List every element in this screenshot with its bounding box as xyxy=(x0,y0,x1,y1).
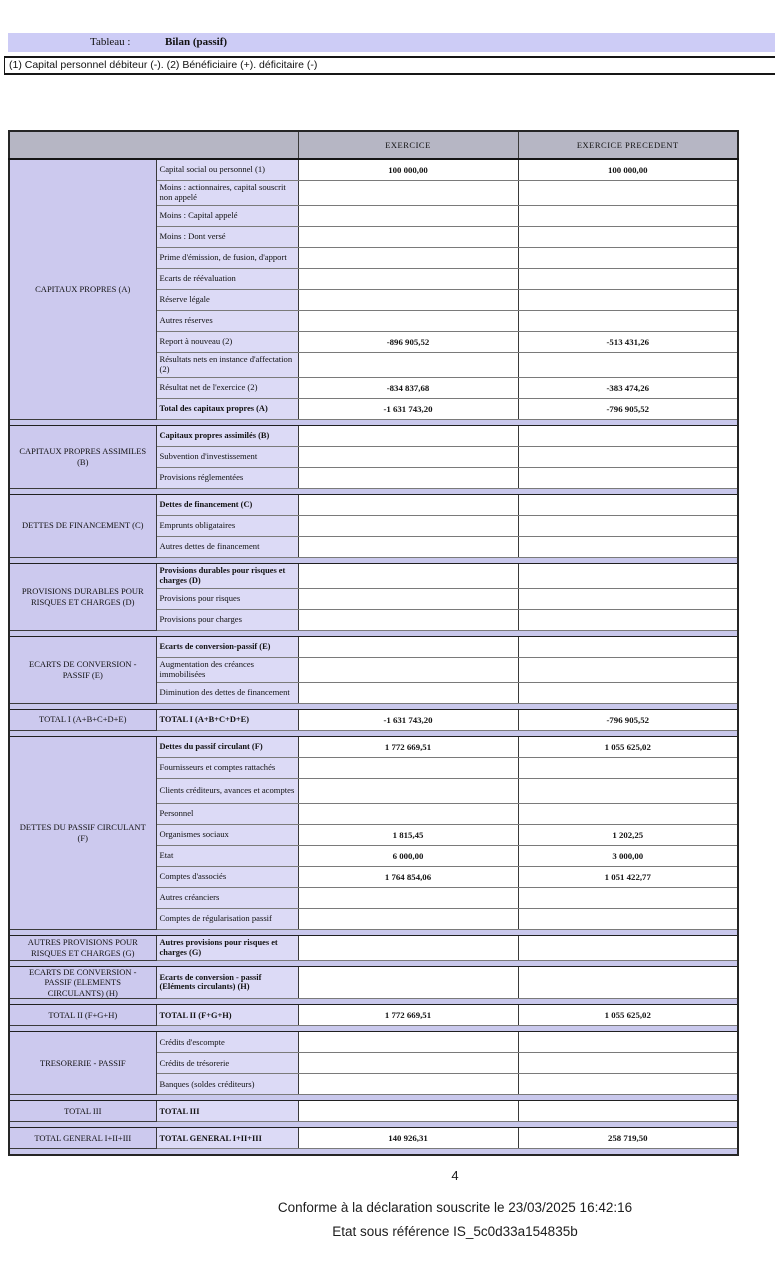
table-row xyxy=(9,935,738,960)
value-cell-exercice xyxy=(298,268,518,289)
value-cell-precedent xyxy=(518,352,738,377)
value-cell-precedent xyxy=(518,425,738,446)
value-cell-precedent xyxy=(518,757,738,778)
value-cell-exercice xyxy=(298,1032,518,1053)
table-row xyxy=(9,1032,738,1053)
row-label-cell: Autres réserves xyxy=(156,310,298,331)
value-cell-precedent xyxy=(518,268,738,289)
value-cell-precedent xyxy=(518,1101,738,1122)
value-cell-exercice xyxy=(298,467,518,488)
category-cell: ECARTS DE CONVERSION - PASSIF (E) xyxy=(9,636,156,703)
row-label-cell: Autres créanciers xyxy=(156,887,298,908)
value-cell-exercice xyxy=(298,887,518,908)
row-label-cell: Personnel xyxy=(156,803,298,824)
footer-reference-line: Etat sous référence IS_5c0d33a154835b xyxy=(332,1224,578,1239)
value-cell-exercice xyxy=(298,310,518,331)
value-cell-exercice xyxy=(298,757,518,778)
category-cell: TOTAL III xyxy=(9,1101,156,1122)
value-cell-precedent xyxy=(518,563,738,588)
value-cell-precedent xyxy=(518,1032,738,1053)
value-cell-precedent xyxy=(518,588,738,609)
table-row xyxy=(9,636,738,657)
value-cell-precedent xyxy=(518,247,738,268)
value-cell-precedent xyxy=(518,966,738,999)
value-cell-precedent: 1 051 422,77 xyxy=(518,866,738,887)
value-cell-exercice xyxy=(298,588,518,609)
row-label-cell: Crédits d'escompte xyxy=(156,1032,298,1053)
row-label-cell: Report à nouveau (2) xyxy=(156,331,298,352)
value-cell-precedent: 1 055 625,02 xyxy=(518,736,738,757)
row-label-cell: Capitaux propres assimilés (B) xyxy=(156,425,298,446)
value-cell-exercice xyxy=(298,966,518,999)
category-cell: DETTES DE FINANCEMENT (C) xyxy=(9,494,156,557)
value-cell-exercice: 1 772 669,51 xyxy=(298,736,518,757)
row-label-cell: Subvention d'investissement xyxy=(156,446,298,467)
value-cell-precedent xyxy=(518,494,738,515)
value-cell-exercice: -834 837,68 xyxy=(298,377,518,398)
row-label-cell: TOTAL II (F+G+H) xyxy=(156,1005,298,1026)
category-cell: PROVISIONS DURABLES POUR RISQUES ET CHARGES (D) xyxy=(9,563,156,630)
value-cell-precedent xyxy=(518,682,738,703)
value-cell-exercice xyxy=(298,935,518,960)
value-cell-exercice xyxy=(298,803,518,824)
value-cell-exercice xyxy=(298,205,518,226)
table-body xyxy=(9,159,738,1155)
row-label-cell: TOTAL I (A+B+C+D+E) xyxy=(156,709,298,730)
header-exercice-precedent: EXERCICE PRECEDENT xyxy=(518,131,738,159)
value-cell-exercice: -1 631 743,20 xyxy=(298,709,518,730)
row-label-cell: Ecarts de conversion - passif (Eléments circulants) (H) xyxy=(156,966,298,999)
row-label-cell: Moins : Capital appelé xyxy=(156,205,298,226)
value-cell-precedent: -383 474,26 xyxy=(518,377,738,398)
value-cell-exercice: 6 000,00 xyxy=(298,845,518,866)
value-cell-exercice xyxy=(298,563,518,588)
value-cell-exercice xyxy=(298,494,518,515)
row-label-cell: Résultat net de l'exercice (2) xyxy=(156,377,298,398)
value-cell-exercice xyxy=(298,908,518,929)
table-row xyxy=(9,159,738,180)
value-cell-exercice: -1 631 743,20 xyxy=(298,398,518,419)
value-cell-precedent xyxy=(518,180,738,205)
value-cell-precedent xyxy=(518,289,738,310)
table-row xyxy=(9,709,738,730)
page-number: 4 xyxy=(451,1168,459,1183)
value-cell-exercice xyxy=(298,180,518,205)
value-cell-precedent: -513 431,26 xyxy=(518,331,738,352)
row-label-cell: Comptes d'associés xyxy=(156,866,298,887)
value-cell-precedent: 258 719,50 xyxy=(518,1128,738,1149)
value-cell-precedent: 100 000,00 xyxy=(518,159,738,180)
row-label-cell: Augmentation des créances immobilisées xyxy=(156,657,298,682)
value-cell-exercice xyxy=(298,682,518,703)
value-cell-exercice xyxy=(298,1101,518,1122)
value-cell-exercice: 100 000,00 xyxy=(298,159,518,180)
table-row xyxy=(9,1101,738,1122)
row-label-cell: Ecarts de conversion-passif (E) xyxy=(156,636,298,657)
value-cell-exercice xyxy=(298,778,518,803)
row-label-cell: Réserve légale xyxy=(156,289,298,310)
row-label-cell: Moins : actionnaires, capital souscrit non appelé xyxy=(156,180,298,205)
footnote-bar xyxy=(4,56,775,75)
row-label-cell: TOTAL GENERAL I+II+III xyxy=(156,1128,298,1149)
balance-table xyxy=(8,130,739,1156)
value-cell-precedent xyxy=(518,536,738,557)
category-cell: CAPITAUX PROPRES ASSIMILES (B) xyxy=(9,425,156,488)
value-cell-precedent xyxy=(518,657,738,682)
category-cell: CAPITAUX PROPRES (A) xyxy=(9,159,156,419)
row-label-cell: Autres provisions pour risques et charges (G) xyxy=(156,935,298,960)
row-label-cell: Total des capitaux propres (A) xyxy=(156,398,298,419)
row-label-cell: Autres dettes de financement xyxy=(156,536,298,557)
table-row xyxy=(9,1128,738,1149)
row-label-cell: Provisions durables pour risques et charges (D) xyxy=(156,563,298,588)
value-cell-precedent xyxy=(518,803,738,824)
table-row xyxy=(9,966,738,999)
table-banner xyxy=(8,33,775,52)
row-label-cell: Résultats nets en instance d'affectation (2) xyxy=(156,352,298,377)
value-cell-exercice xyxy=(298,1053,518,1074)
footnote-text: (1) Capital personnel débiteur (-). (2) Bénéficiaire (+). déficitaire (-) xyxy=(9,59,318,71)
row-label-cell: Fournisseurs et comptes rattachés xyxy=(156,757,298,778)
value-cell-exercice: 1 815,45 xyxy=(298,824,518,845)
value-cell-exercice xyxy=(298,515,518,536)
value-cell-precedent xyxy=(518,310,738,331)
table-row xyxy=(9,736,738,757)
value-cell-exercice: 1 764 854,06 xyxy=(298,866,518,887)
category-cell: TOTAL II (F+G+H) xyxy=(9,1005,156,1026)
footer-conformity-line: Conforme à la déclaration souscrite le 23/03/2025 16:42:16 xyxy=(277,1200,633,1215)
value-cell-exercice xyxy=(298,536,518,557)
section-spacer-row xyxy=(9,1149,738,1155)
row-label-cell: Clients créditeurs, avances et acomptes xyxy=(156,778,298,803)
value-cell-precedent xyxy=(518,935,738,960)
value-cell-exercice xyxy=(298,247,518,268)
value-cell-exercice xyxy=(298,425,518,446)
value-cell-precedent xyxy=(518,446,738,467)
row-label-cell: Provisions pour risques xyxy=(156,588,298,609)
value-cell-exercice xyxy=(298,657,518,682)
section-spacer-cell xyxy=(9,1149,738,1155)
value-cell-precedent xyxy=(518,467,738,488)
header-exercice: EXERCICE xyxy=(298,131,518,159)
value-cell-exercice: -896 905,52 xyxy=(298,331,518,352)
value-cell-precedent: 1 055 625,02 xyxy=(518,1005,738,1026)
row-label-cell: Ecarts de réévaluation xyxy=(156,268,298,289)
category-cell: TOTAL I (A+B+C+D+E) xyxy=(9,709,156,730)
row-label-cell: Dettes de financement (C) xyxy=(156,494,298,515)
value-cell-precedent xyxy=(518,515,738,536)
header-empty-cell xyxy=(9,131,298,159)
value-cell-precedent: -796 905,52 xyxy=(518,709,738,730)
value-cell-precedent: -796 905,52 xyxy=(518,398,738,419)
row-label-cell: Provisions réglementées xyxy=(156,467,298,488)
value-cell-precedent xyxy=(518,908,738,929)
table-row xyxy=(9,425,738,446)
value-cell-precedent: 3 000,00 xyxy=(518,845,738,866)
table-row xyxy=(9,1005,738,1026)
category-cell: TRESORERIE - PASSIF xyxy=(9,1032,156,1095)
page-footer xyxy=(150,1168,760,1248)
row-label-cell: Prime d'émission, de fusion, d'apport xyxy=(156,247,298,268)
table-row xyxy=(9,494,738,515)
value-cell-exercice: 140 926,31 xyxy=(298,1128,518,1149)
value-cell-precedent xyxy=(518,1074,738,1095)
row-label-cell: Moins : Dont versé xyxy=(156,226,298,247)
value-cell-precedent xyxy=(518,1053,738,1074)
value-cell-exercice xyxy=(298,446,518,467)
value-cell-precedent xyxy=(518,609,738,630)
row-label-cell: Organismes sociaux xyxy=(156,824,298,845)
table-row xyxy=(9,563,738,588)
value-cell-exercice xyxy=(298,226,518,247)
value-cell-precedent xyxy=(518,226,738,247)
row-label-cell: Comptes de régularisation passif xyxy=(156,908,298,929)
value-cell-precedent xyxy=(518,778,738,803)
value-cell-precedent: 1 202,25 xyxy=(518,824,738,845)
row-label-cell: Etat xyxy=(156,845,298,866)
row-label-cell: Emprunts obligataires xyxy=(156,515,298,536)
value-cell-precedent xyxy=(518,636,738,657)
row-label-cell: Diminution des dettes de financement xyxy=(156,682,298,703)
category-cell: DETTES DU PASSIF CIRCULANT (F) xyxy=(9,736,156,929)
row-label-cell: TOTAL III xyxy=(156,1101,298,1122)
value-cell-exercice xyxy=(298,1074,518,1095)
value-cell-exercice xyxy=(298,289,518,310)
row-label-cell: Provisions pour charges xyxy=(156,609,298,630)
row-label-cell: Crédits de trésorerie xyxy=(156,1053,298,1074)
row-label-cell: Banques (soldes créditeurs) xyxy=(156,1074,298,1095)
value-cell-precedent xyxy=(518,887,738,908)
value-cell-precedent xyxy=(518,205,738,226)
banner-label: Tableau : xyxy=(90,36,131,48)
category-cell: AUTRES PROVISIONS POUR RISQUES ET CHARGES (G) xyxy=(9,935,156,960)
value-cell-exercice: 1 772 669,51 xyxy=(298,1005,518,1026)
category-cell: ECARTS DE CONVERSION - PASSIF (ELEMENTS CIRCULANTS) (H) xyxy=(9,966,156,999)
row-label-cell: Dettes du passif circulant (F) xyxy=(156,736,298,757)
category-cell: TOTAL GENERAL I+II+III xyxy=(9,1128,156,1149)
banner-title: Bilan (passif) xyxy=(165,36,228,48)
row-label-cell: Capital social ou personnel (1) xyxy=(156,159,298,180)
value-cell-exercice xyxy=(298,609,518,630)
value-cell-exercice xyxy=(298,636,518,657)
value-cell-exercice xyxy=(298,352,518,377)
table-header-row xyxy=(9,131,738,159)
